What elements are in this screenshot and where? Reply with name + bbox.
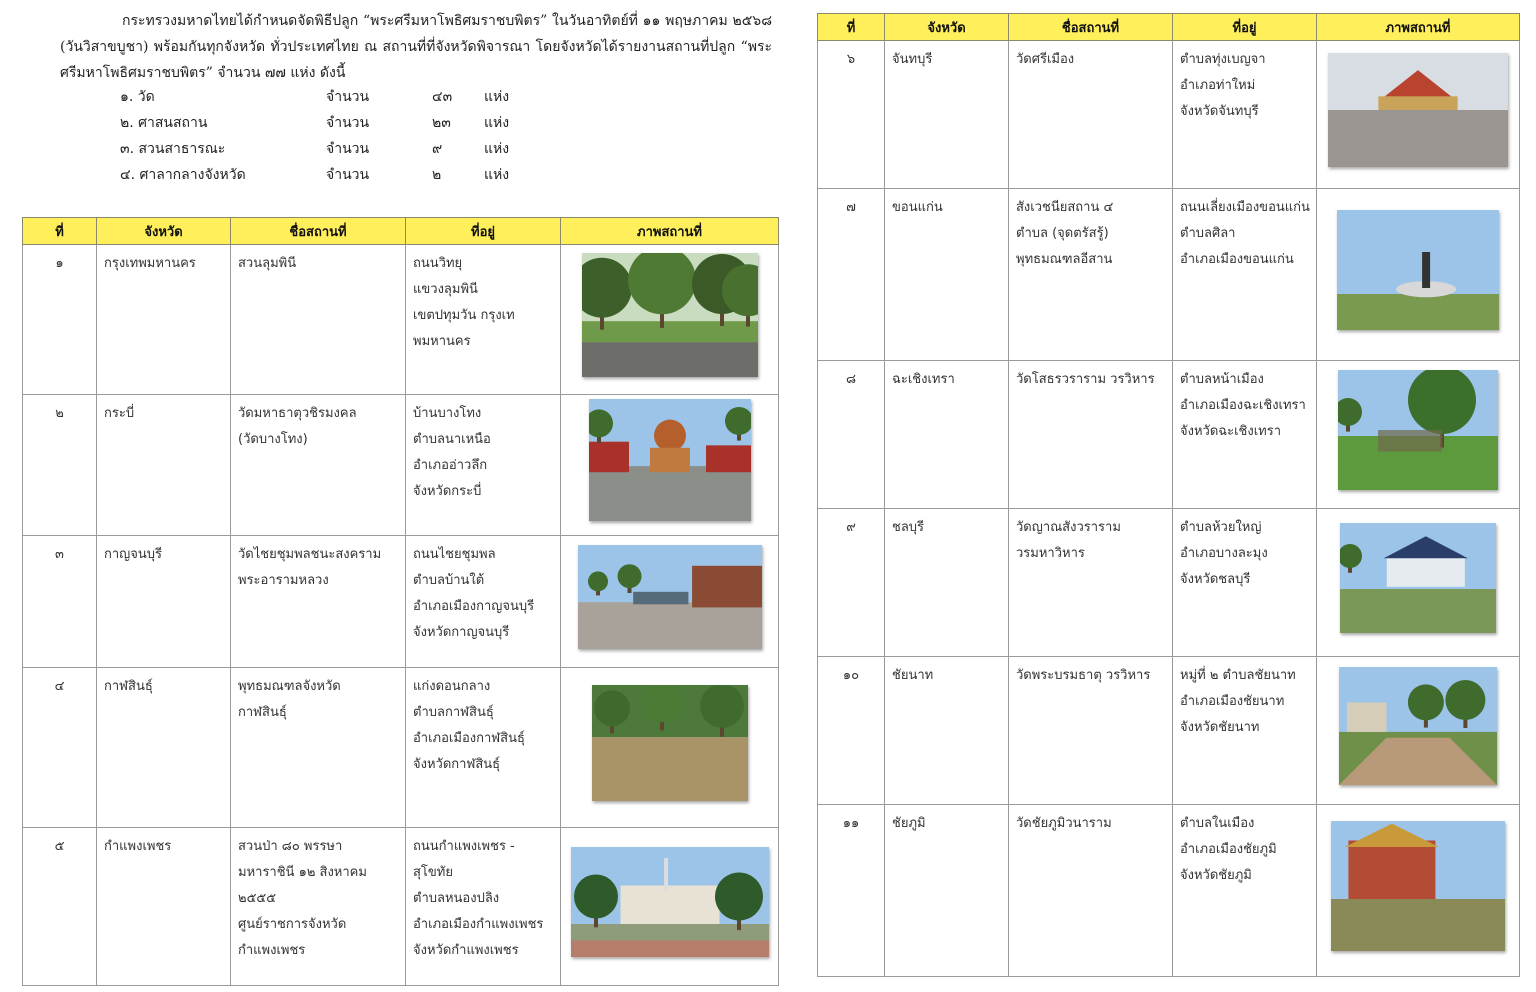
summary-word: จำนวน xyxy=(326,115,370,131)
summary-word: จำนวน xyxy=(326,89,370,105)
table-row xyxy=(23,245,779,395)
site-photo-cell xyxy=(1317,189,1520,361)
site-photo xyxy=(578,545,762,649)
summary-unit: แห่ง xyxy=(484,89,510,105)
summary-row xyxy=(120,112,540,138)
site-address-line: สุโขทัย xyxy=(413,865,453,880)
site-address-line: จังหวัดฉะเชิงเทรา xyxy=(1180,424,1282,439)
table-row xyxy=(818,805,1520,977)
summary-row xyxy=(120,86,540,112)
site-name-line: วัดไชยชุมพลชนะสงคราม xyxy=(238,547,382,562)
site-photo xyxy=(1340,523,1496,633)
site-address-line: จังหวัดจันทบุรี xyxy=(1180,104,1259,119)
site-address-line: จังหวัดชัยนาท xyxy=(1180,720,1260,735)
site-province: ฉะเชิงเทรา xyxy=(885,361,1009,509)
site-name-cell xyxy=(231,536,406,668)
site-number: ๘ xyxy=(818,361,885,509)
site-address-line: ตำบลหนองปลิง xyxy=(413,891,500,906)
site-province: ขอนแก่น xyxy=(885,189,1009,361)
site-address-line: อำเภอเมืองกำแพงเพชร xyxy=(413,917,544,932)
site-name-cell xyxy=(231,245,406,395)
table-row xyxy=(818,509,1520,657)
site-address-line: อำเภอเมืองชัยนาท xyxy=(1180,694,1285,709)
site-address-line: อำเภอเมืองขอนแก่น xyxy=(1180,252,1294,267)
table-row xyxy=(818,41,1520,189)
site-address-line: ตำบลบ้านใต้ xyxy=(413,573,485,588)
site-address-line: แก่งดอนกลาง xyxy=(413,679,491,694)
site-name-line: วัดโสธรวราราม วรวิหาร xyxy=(1016,372,1155,387)
site-address-cell xyxy=(406,395,561,536)
site-photo-cell xyxy=(1317,657,1520,805)
site-address-line: ตำบลห้วยใหญ่ xyxy=(1180,520,1262,535)
site-name-cell xyxy=(1009,657,1173,805)
site-name-line: มหาราชินี ๑๒ สิงหาคม xyxy=(238,865,367,880)
site-number: ๑๑ xyxy=(818,805,885,977)
site-province: จันทบุรี xyxy=(885,41,1009,189)
site-province: กาญจนบุรี xyxy=(97,536,231,668)
site-address-line: ถนนกำแพงเพชร - xyxy=(413,839,515,854)
site-province: ชัยภูมิ xyxy=(885,805,1009,977)
site-address-line: ตำบลนาเหนือ xyxy=(413,432,491,447)
site-address-line: พมหานคร xyxy=(413,334,471,349)
site-name-line: วัดญาณสังวราราม xyxy=(1016,520,1121,535)
site-province: ชัยนาท xyxy=(885,657,1009,805)
site-name-line: วัดศรีเมือง xyxy=(1016,52,1075,67)
table-row xyxy=(818,361,1520,509)
site-photo xyxy=(582,253,758,377)
summary-label: ๒. ศาสนสถาน xyxy=(120,115,208,131)
site-address-cell xyxy=(1173,189,1317,361)
site-photo xyxy=(589,399,751,521)
site-photo xyxy=(1337,210,1499,330)
site-photo-cell xyxy=(1317,361,1520,509)
site-name-line: ตำบล (จุดตรัสรู้) xyxy=(1016,226,1109,241)
site-name-line: (วัดบางโทง) xyxy=(238,432,308,447)
summary-word: จำนวน xyxy=(326,141,370,157)
table-row xyxy=(23,668,779,828)
intro-section xyxy=(60,8,772,86)
planting-sites-table-left xyxy=(22,217,779,986)
site-address-line: อำเภอเมืองกาฬสินธุ์ xyxy=(413,731,525,746)
site-photo-cell xyxy=(1317,805,1520,977)
site-address-line: อำเภออ่าวลึก xyxy=(413,458,488,473)
site-address-cell xyxy=(1173,805,1317,977)
summary-unit: แห่ง xyxy=(484,115,510,131)
table-header-row xyxy=(818,14,1520,41)
site-name-cell xyxy=(1009,41,1173,189)
header-place: ชื่อสถานที่ xyxy=(1009,14,1173,41)
site-address-line: ตำบลศิลา xyxy=(1180,226,1236,241)
summary-label: ๑. วัด xyxy=(120,89,155,105)
site-name-line: วัดมหาธาตุวชิรมงคล xyxy=(238,406,357,421)
site-address-line: อำเภอเมืองชัยภูมิ xyxy=(1180,842,1277,857)
site-photo xyxy=(1338,370,1498,490)
header-province: จังหวัด xyxy=(97,218,231,245)
site-address-line: ตำบลทุ่งเบญจา xyxy=(1180,52,1266,67)
summary-count: ๙ xyxy=(432,141,443,157)
site-photo-cell xyxy=(561,668,779,828)
site-photo-cell xyxy=(561,245,779,395)
planting-sites-table-right xyxy=(817,13,1520,977)
site-name-line: สังเวชนียสถาน ๔ xyxy=(1016,200,1114,215)
site-name-cell xyxy=(1009,509,1173,657)
summary-label: ๔. ศาลากลางจังหวัด xyxy=(120,167,246,183)
site-province: กำแพงเพชร xyxy=(97,828,231,986)
site-address-cell xyxy=(406,536,561,668)
site-address-line: ตำบลในเมือง xyxy=(1180,816,1255,831)
site-address-line: จังหวัดกระบี่ xyxy=(413,484,482,499)
site-address-line: จังหวัดชัยภูมิ xyxy=(1180,868,1252,883)
summary-row xyxy=(120,138,540,164)
summary-unit: แห่ง xyxy=(484,141,510,157)
site-photo xyxy=(1328,53,1508,167)
site-name-line: กาฬสินธุ์ xyxy=(238,705,287,720)
summary-row xyxy=(120,164,540,190)
site-name-line: พุทธมณฑลอีสาน xyxy=(1016,252,1113,267)
site-name-line: วรมหาวิหาร xyxy=(1016,546,1085,561)
site-name-cell xyxy=(1009,361,1173,509)
site-address-line: อำเภอเมืองกาญจนบุรี xyxy=(413,599,535,614)
summary-label: ๓. สวนสาธารณะ xyxy=(120,141,226,157)
site-number: ๑๐ xyxy=(818,657,885,805)
site-address-line: ถนนไชยชุมพล xyxy=(413,547,496,562)
site-province: กระบี่ xyxy=(97,395,231,536)
site-name-line: วัดพระบรมธาตุ วรวิหาร xyxy=(1016,668,1151,683)
header-place: ชื่อสถานที่ xyxy=(231,218,406,245)
site-photo xyxy=(1331,821,1505,951)
site-address-cell xyxy=(1173,657,1317,805)
site-number: ๗ xyxy=(818,189,885,361)
site-address-line: แขวงลุมพินี xyxy=(413,282,478,297)
site-photo-cell xyxy=(561,828,779,986)
summary-count: ๔๓ xyxy=(432,89,453,105)
site-address-line: จังหวัดชลบุรี xyxy=(1180,572,1251,587)
site-address-line: ตำบลหน้าเมือง xyxy=(1180,372,1264,387)
site-number: ๙ xyxy=(818,509,885,657)
site-address-line: จังหวัดกาฬสินธุ์ xyxy=(413,757,501,772)
site-name-cell xyxy=(231,668,406,828)
site-name-cell xyxy=(1009,189,1173,361)
site-address-line: ถนนเลี่ยงเมืองขอนแก่น xyxy=(1180,200,1310,215)
summary-word: จำนวน xyxy=(326,167,370,183)
intro-paragraph: กระทรวงมหาดไทยได้กำหนดจัดพิธีปลูก “พระศรีมหาโพธิศมราชบพิตร” ในวันอาทิตย์ที่ ๑๑ พฤษภาคม ๒๕๖๘ (วันวิสาขบูชา) พร้อมกันทุกจังหวัด ทั่วประเทศไทย ณ สถานที่ที่จังหวัดพิจารณา โดยจังหวัดได้รายงานสถานที่ปลูก “พระศรีมหาโพธิศมราชบพิตร” จำนวน ๗๗ แห่ง ดังนี้ xyxy=(60,13,772,81)
header-photo: ภาพสถานที่ xyxy=(561,218,779,245)
site-address-line: อำเภอบางละมุง xyxy=(1180,546,1268,561)
header-no: ที่ xyxy=(23,218,97,245)
header-photo: ภาพสถานที่ xyxy=(1317,14,1520,41)
site-address-line: จังหวัดกำแพงเพชร xyxy=(413,943,519,958)
site-address-line: บ้านบางโทง xyxy=(413,406,482,421)
site-number: ๔ xyxy=(23,668,97,828)
site-address-cell xyxy=(406,245,561,395)
site-address-cell xyxy=(1173,41,1317,189)
site-number: ๕ xyxy=(23,828,97,986)
site-province: กรุงเทพมหานคร xyxy=(97,245,231,395)
site-name-line: พุทธมณฑลจังหวัด xyxy=(238,679,341,694)
site-address-line: หมู่ที่ ๒ ตำบลชัยนาท xyxy=(1180,668,1296,683)
site-photo-cell xyxy=(561,395,779,536)
site-name-line: ศูนย์ราชการจังหวัด xyxy=(238,917,347,932)
site-address-line: ถนนวิทยุ xyxy=(413,256,463,271)
site-number: ๓ xyxy=(23,536,97,668)
site-number: ๖ xyxy=(818,41,885,189)
header-address: ที่อยู่ xyxy=(406,218,561,245)
site-address-line: อำเภอท่าใหม่ xyxy=(1180,78,1256,93)
summary-count: ๒๓ xyxy=(432,115,451,131)
site-address-line: อำเภอเมืองฉะเชิงเทรา xyxy=(1180,398,1306,413)
table-row xyxy=(23,828,779,986)
site-photo-cell xyxy=(1317,509,1520,657)
site-number: ๑ xyxy=(23,245,97,395)
site-number: ๒ xyxy=(23,395,97,536)
site-name-line: สวนลุมพินี xyxy=(238,256,297,271)
header-address: ที่อยู่ xyxy=(1173,14,1317,41)
site-photo-cell xyxy=(1317,41,1520,189)
site-name-line: สวนป่า ๘๐ พรรษา xyxy=(238,839,343,854)
header-no: ที่ xyxy=(818,14,885,41)
site-name-cell xyxy=(1009,805,1173,977)
site-province: กาฬสินธุ์ xyxy=(97,668,231,828)
table-row xyxy=(23,395,779,536)
table-row xyxy=(818,657,1520,805)
site-name-line: ๒๕๕๕ xyxy=(238,891,277,906)
summary-unit: แห่ง xyxy=(484,167,510,183)
site-name-cell xyxy=(231,395,406,536)
site-address-cell xyxy=(1173,509,1317,657)
site-address-line: ตำบลกาฬสินธุ์ xyxy=(413,705,494,720)
site-photo xyxy=(592,685,748,801)
site-address-line: จังหวัดกาญจนบุรี xyxy=(413,625,510,640)
site-province: ชลบุรี xyxy=(885,509,1009,657)
summary-count: ๒ xyxy=(432,167,442,183)
site-name-line: พระอารามหลวง xyxy=(238,573,329,588)
site-address-cell xyxy=(406,668,561,828)
site-address-cell xyxy=(1173,361,1317,509)
site-address-line: เขตปทุมวัน กรุงเท xyxy=(413,308,515,323)
site-photo xyxy=(571,847,769,957)
site-name-cell xyxy=(231,828,406,986)
header-province: จังหวัด xyxy=(885,14,1009,41)
table-row xyxy=(818,189,1520,361)
site-photo xyxy=(1339,667,1497,785)
table-row xyxy=(23,536,779,668)
site-photo-cell xyxy=(561,536,779,668)
site-name-line: วัดชัยภูมิวนาราม xyxy=(1016,816,1112,831)
table-header-row xyxy=(23,218,779,245)
site-address-cell xyxy=(406,828,561,986)
site-name-line: กำแพงเพชร xyxy=(238,943,306,958)
